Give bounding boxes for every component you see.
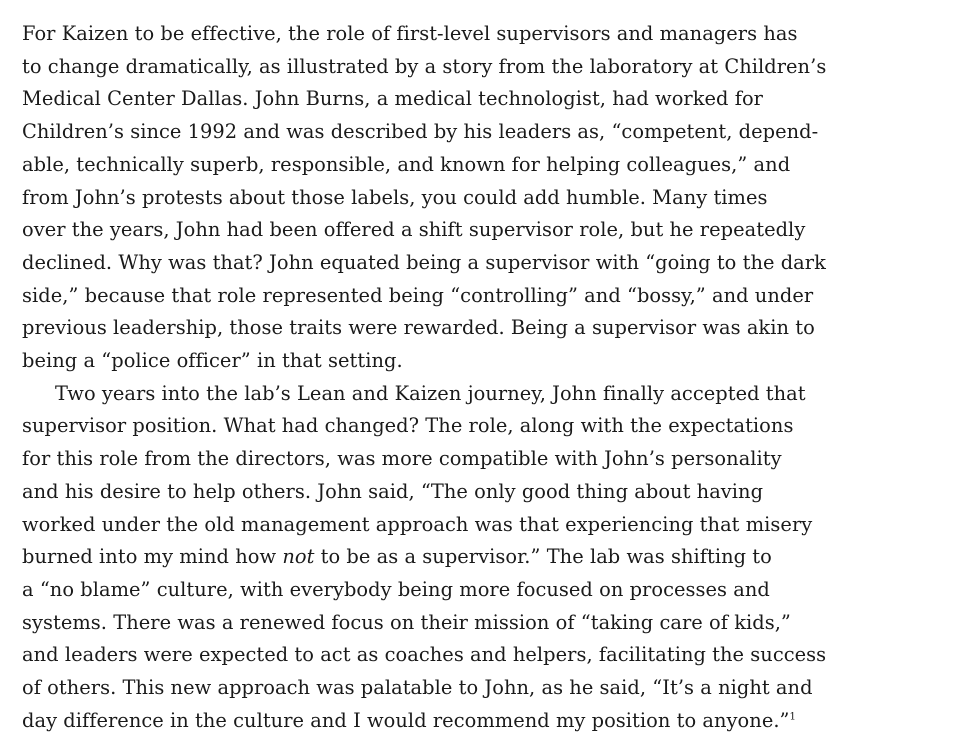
text-line: previous leadership, those traits were rewarded. Being a supervisor was akin to bbox=[22, 316, 815, 340]
paragraph-2 bbox=[22, 378, 934, 738]
text-line-with-emphasis bbox=[22, 541, 934, 574]
text-line: Children’s since 1992 and was described by his leaders as, “competent, depend- bbox=[22, 120, 819, 144]
text-run: to be as a supervisor.” The lab was shifting to bbox=[314, 545, 772, 569]
text-run: burned into my mind how bbox=[22, 545, 283, 569]
text-line: and leaders were expected to act as coaches and helpers, facilitating the success bbox=[22, 643, 827, 667]
text-line: declined. Why was that? John equated being a supervisor with “going to the dark bbox=[22, 250, 826, 274]
text-line: systems. There was a renewed focus on their mission of “taking care of kids,” bbox=[22, 610, 791, 634]
text-line: and his desire to help others. John said, “The only good thing about having bbox=[22, 479, 764, 503]
text-line: For Kaizen to be effective, the role of first-level supervisors and managers has bbox=[22, 22, 798, 45]
text-line: of others. This new approach was palatable to John, as he said, “It’s a night and bbox=[22, 676, 813, 700]
text-line: Medical Center Dallas. John Burns, a medical technologist, had worked for bbox=[22, 87, 764, 111]
text-line: supervisor position. What had changed? The role, along with the expectations bbox=[22, 414, 794, 438]
text-line-last bbox=[22, 705, 934, 738]
text-line: for this role from the directors, was more compatible with John’s personality bbox=[22, 447, 782, 471]
text-line: being a “police officer” in that setting. bbox=[22, 349, 403, 373]
text-line: Two years into the lab’s Lean and Kaizen journey, John finally accepted that bbox=[55, 381, 806, 405]
text-line: from John’s protests about those labels, you could add humble. Many times bbox=[22, 185, 768, 209]
text-line: able, technically superb, responsible, and known for helping colleagues,” and bbox=[22, 152, 791, 176]
footnote-marker[interactable]: 1 bbox=[789, 711, 796, 723]
paragraph-1 bbox=[22, 18, 934, 378]
text-line: worked under the old management approach was that experiencing that misery bbox=[22, 512, 813, 536]
text-line: side,” because that role represented being “controlling” and “bossy,” and under bbox=[22, 283, 814, 307]
text-line: to change dramatically, as illustrated by a story from the laboratory at Children’s bbox=[22, 54, 827, 78]
emphasized-word: not bbox=[282, 545, 315, 569]
text-run: day difference in the culture and I would recommend my position to anyone.” bbox=[22, 708, 790, 732]
text-line: a “no blame” culture, with everybody being more focused on processes and bbox=[22, 577, 770, 601]
text-line: over the years, John had been offered a shift supervisor role, but he repeatedly bbox=[22, 218, 806, 242]
